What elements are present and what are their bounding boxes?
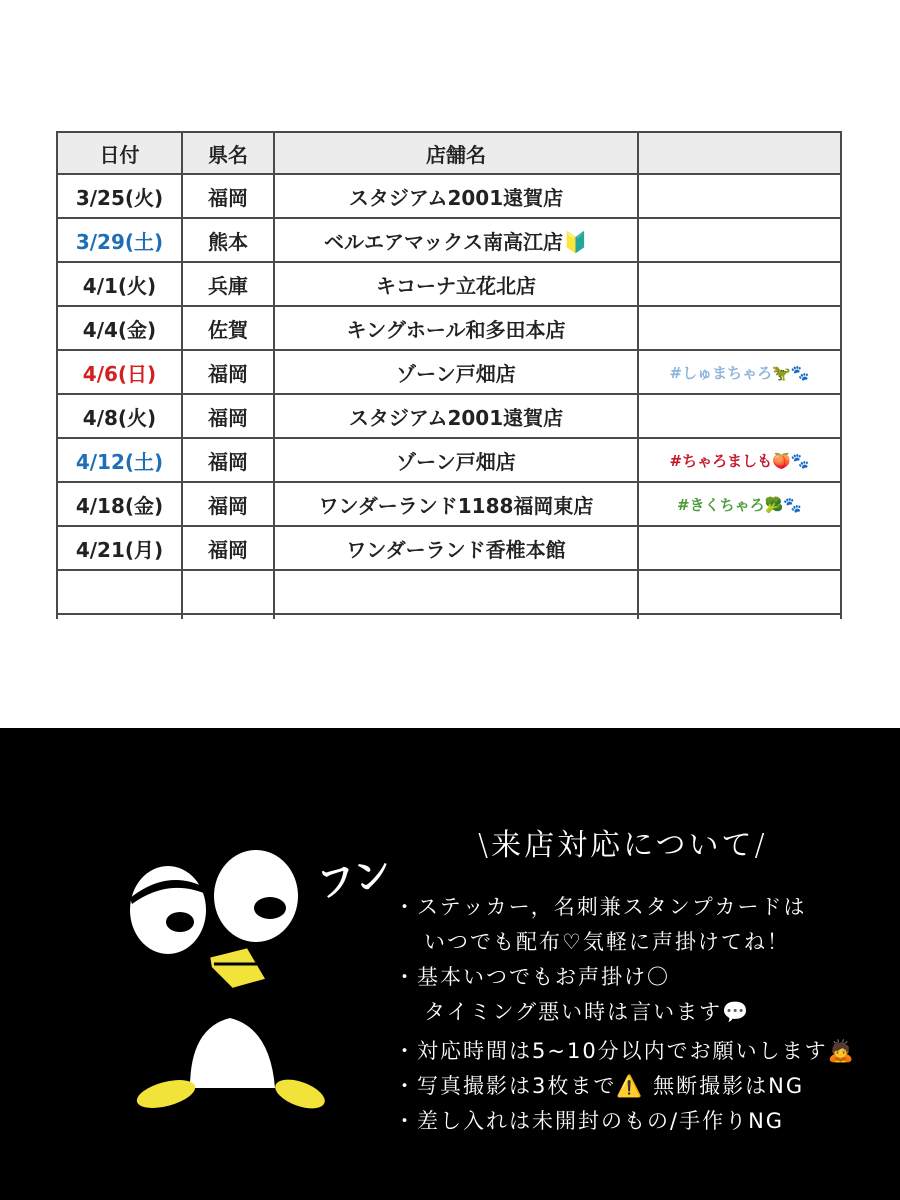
prefecture-cell: 福岡 (182, 526, 274, 570)
store-cell: ワンダーランド1188福岡東店 (274, 482, 638, 526)
tag-cell (638, 218, 841, 262)
tag-cell (638, 526, 841, 570)
tag-cell (638, 306, 841, 350)
store-cell: ゾーン戸畑店 (274, 438, 638, 482)
left-eye (130, 866, 206, 954)
tag-cell (638, 262, 841, 306)
note-line-3: ・基本いつでもお声掛け〇 (394, 965, 670, 989)
prefecture-cell: 佐賀 (182, 306, 274, 350)
tag-cell: #きくちゃろ🥦🐾 (638, 482, 841, 526)
store-cell: キコーナ立花北店 (274, 262, 638, 306)
info-panel (0, 728, 900, 1200)
date-cell: 4/18(金) (57, 482, 182, 526)
penguin-character-illustration (120, 828, 395, 1128)
header-prefecture: 県名 (182, 132, 274, 174)
right-eye (214, 850, 298, 942)
store-cell: ベルエアマックス南高江店🔰 (274, 218, 638, 262)
stub-cell (57, 614, 182, 619)
tag-cell: #しゅまちゃろ🦖🐾 (638, 350, 841, 394)
store-cell: スタジアム2001遠賀店 (274, 174, 638, 218)
note-line-1: ・ステッカー，名刺兼スタンプカードは (394, 895, 807, 919)
date-cell: 4/1(火) (57, 262, 182, 306)
note-line-7: ・差し入れは未開封のもの/手作りNG (394, 1109, 785, 1133)
table-row (57, 394, 841, 438)
stub-cell (182, 614, 274, 619)
date-cell: 3/29(土) (57, 218, 182, 262)
prefecture-cell: 福岡 (182, 482, 274, 526)
table-row (57, 174, 841, 218)
header-date: 日付 (57, 132, 182, 174)
right-foot (271, 1074, 328, 1114)
note-line-2: いつでも配布♡気軽に声掛けてね！ (424, 930, 790, 954)
stub-cell (274, 614, 638, 619)
header-tag (638, 132, 841, 174)
date-cell: 4/4(金) (57, 306, 182, 350)
table-row (57, 526, 841, 570)
info-heading: \来店対応について/ (478, 828, 768, 863)
tag-cell (638, 174, 841, 218)
store-cell: ワンダーランド香椎本館 (274, 526, 638, 570)
table-row (57, 218, 841, 262)
table-row (57, 306, 841, 350)
note-line-5: ・対応時間は5~10分以内でお願いします🙇 (394, 1039, 856, 1063)
prefecture-cell: 福岡 (182, 438, 274, 482)
note-line-6: ・写真撮影は3枚まで⚠️ 無断撮影はNG (394, 1074, 805, 1098)
empty-cell (57, 570, 182, 614)
beak (208, 946, 268, 990)
date-cell: 4/12(土) (57, 438, 182, 482)
table-row (57, 482, 841, 526)
date-cell: 4/6(日) (57, 350, 182, 394)
stub-cell (638, 614, 841, 619)
belly (190, 1018, 275, 1088)
store-cell: ゾーン戸畑店 (274, 350, 638, 394)
store-cell: キングホール和多田本店 (274, 306, 638, 350)
table-row (57, 438, 841, 482)
prefecture-cell: 熊本 (182, 218, 274, 262)
header-store: 店舗名 (274, 132, 638, 174)
table-row (57, 350, 841, 394)
empty-table-row (57, 570, 841, 614)
schedule-table (56, 131, 842, 619)
date-cell: 3/25(火) (57, 174, 182, 218)
prefecture-cell: 福岡 (182, 350, 274, 394)
tag-cell: #ちゃろましも🍑🐾 (638, 438, 841, 482)
empty-cell (182, 570, 274, 614)
empty-cell (274, 570, 638, 614)
table-row (57, 262, 841, 306)
date-cell: 4/8(火) (57, 394, 182, 438)
date-cell: 4/21(月) (57, 526, 182, 570)
store-cell: スタジアム2001遠賀店 (274, 394, 638, 438)
info-notes (394, 890, 856, 1139)
left-foot (134, 1075, 198, 1114)
table-row-stub (57, 614, 841, 619)
empty-cell (638, 570, 841, 614)
prefecture-cell: 兵庫 (182, 262, 274, 306)
prefecture-cell: 福岡 (182, 394, 274, 438)
note-line-4: タイミング悪い時は言います💬 (424, 1000, 751, 1024)
tag-cell (638, 394, 841, 438)
prefecture-cell: 福岡 (182, 174, 274, 218)
sound-effect-text: フン (313, 850, 395, 907)
table-header-row (57, 132, 841, 174)
